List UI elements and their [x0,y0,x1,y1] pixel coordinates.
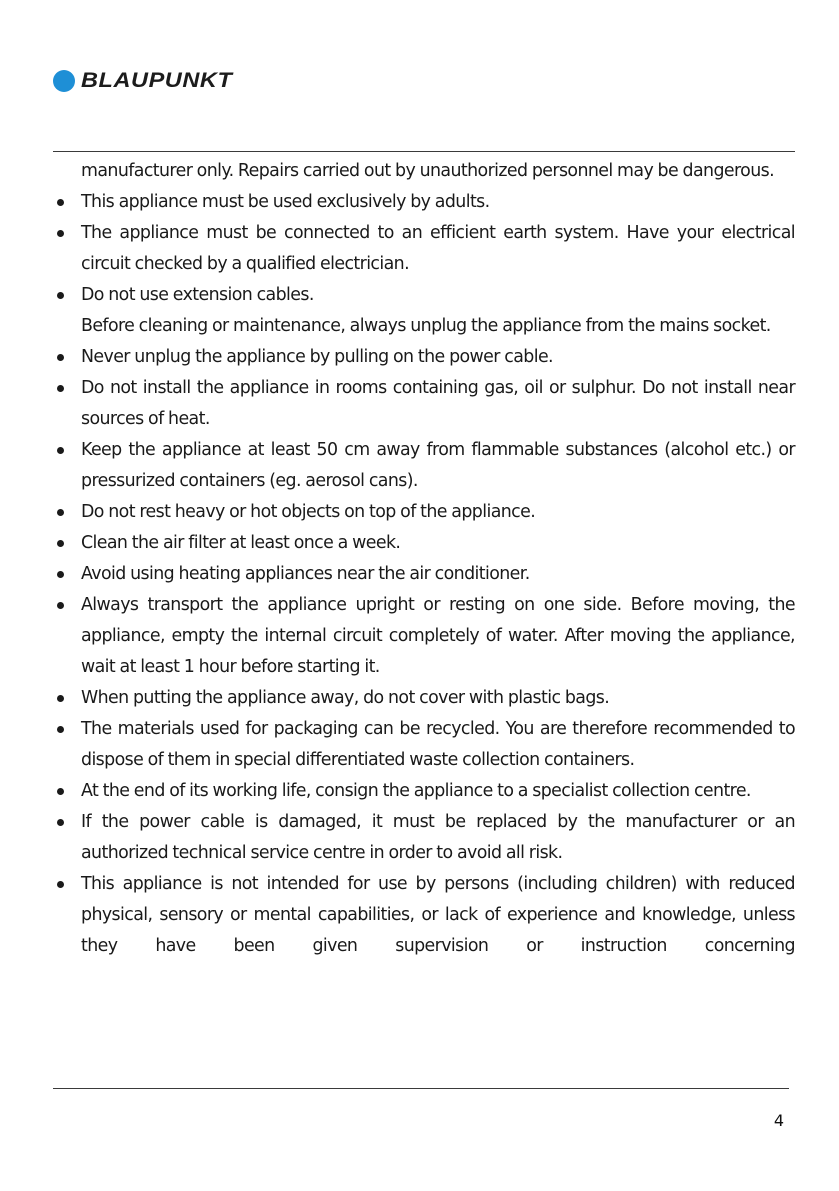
bullet-icon [57,819,64,826]
list-item-text: The materials used for packaging can be recycled. You are therefore recommended to dispose of them in special differentiated waste collection containers. [81,719,795,770]
list-item-text: Keep the appliance at least 50 cm away from flammable substances (alcohol etc.) or pressurized containers (eg. aerosol cans). [81,440,795,491]
list-item [53,497,795,528]
list-item-text: Do not install the appliance in rooms containing gas, oil or sulphur. Do not install near sources of heat. [81,378,795,429]
list-item-text: This appliance must be used exclusively by adults. [81,192,490,212]
list-item-text: Never unplug the appliance by pulling on the power cable. [81,347,553,367]
list-item [53,218,795,280]
list-item [53,869,795,962]
bullet-icon [57,509,64,516]
list-item-text: Before cleaning or maintenance, always unplug the appliance from the mains socket. [81,316,771,336]
list-item [53,776,795,807]
brand-name: BLAUPUNKT [81,69,233,92]
list-item [53,280,795,311]
bullet-icon [57,881,64,888]
list-item [53,714,795,776]
bullet-icon [57,571,64,578]
list-item [53,528,795,559]
bullet-icon [57,447,64,454]
bullet-icon [57,199,64,206]
list-item [53,683,795,714]
list-item-text: The appliance must be connected to an efficient earth system. Have your electrical circuit checked by a qualified electrician. [81,223,795,274]
footer-divider [53,1088,789,1089]
list-item-text: If the power cable is damaged, it must be replaced by the manufacturer or an authorized technical service centre in order to avoid all risk. [81,812,795,863]
bullet-icon [57,385,64,392]
list-item [53,373,795,435]
page-number: 4 [773,1111,784,1130]
list-item-text: Avoid using heating appliances near the air conditioner. [81,564,530,584]
bullet-icon [57,602,64,609]
list-item [53,590,795,683]
header-divider [53,151,795,152]
bullet-icon [57,230,64,237]
bullet-icon [57,695,64,702]
bullet-icon [57,292,64,299]
list-item-text: Clean the air filter at least once a week. [81,533,401,553]
list-item-unbulleted [53,311,795,342]
list-item [53,559,795,590]
list-item [53,807,795,869]
bullet-icon [57,788,64,795]
logo-dot-icon [53,70,75,92]
bullet-icon [57,354,64,361]
list-item-text: Always transport the appliance upright or resting on one side. Before moving, the appliance, empty the internal circuit completely of water. After moving the appliance, wait at least 1 hour before starting it. [81,595,795,677]
list-item-text: This appliance is not intended for use by persons (including children) with reduced physical, sensory or mental capabilities, or lack of experience and knowledge, unless they have been given supervision or instruction concerning [81,874,795,956]
bullet-icon [57,726,64,733]
list-item [53,435,795,497]
safety-instructions [53,156,795,962]
list-item [53,187,795,218]
list-item-text: At the end of its working life, consign the appliance to a specialist collection centre. [81,781,751,801]
bullet-icon [57,540,64,547]
list-item-text: Do not use extension cables. [81,285,314,305]
brand-logo [53,66,233,96]
continued-paragraph: manufacturer only. Repairs carried out by unauthorized personnel may be dangerous. [81,161,775,181]
list-item-text: When putting the appliance away, do not cover with plastic bags. [81,688,610,708]
list-item [53,342,795,373]
list-item-text: Do not rest heavy or hot objects on top of the appliance. [81,502,536,522]
